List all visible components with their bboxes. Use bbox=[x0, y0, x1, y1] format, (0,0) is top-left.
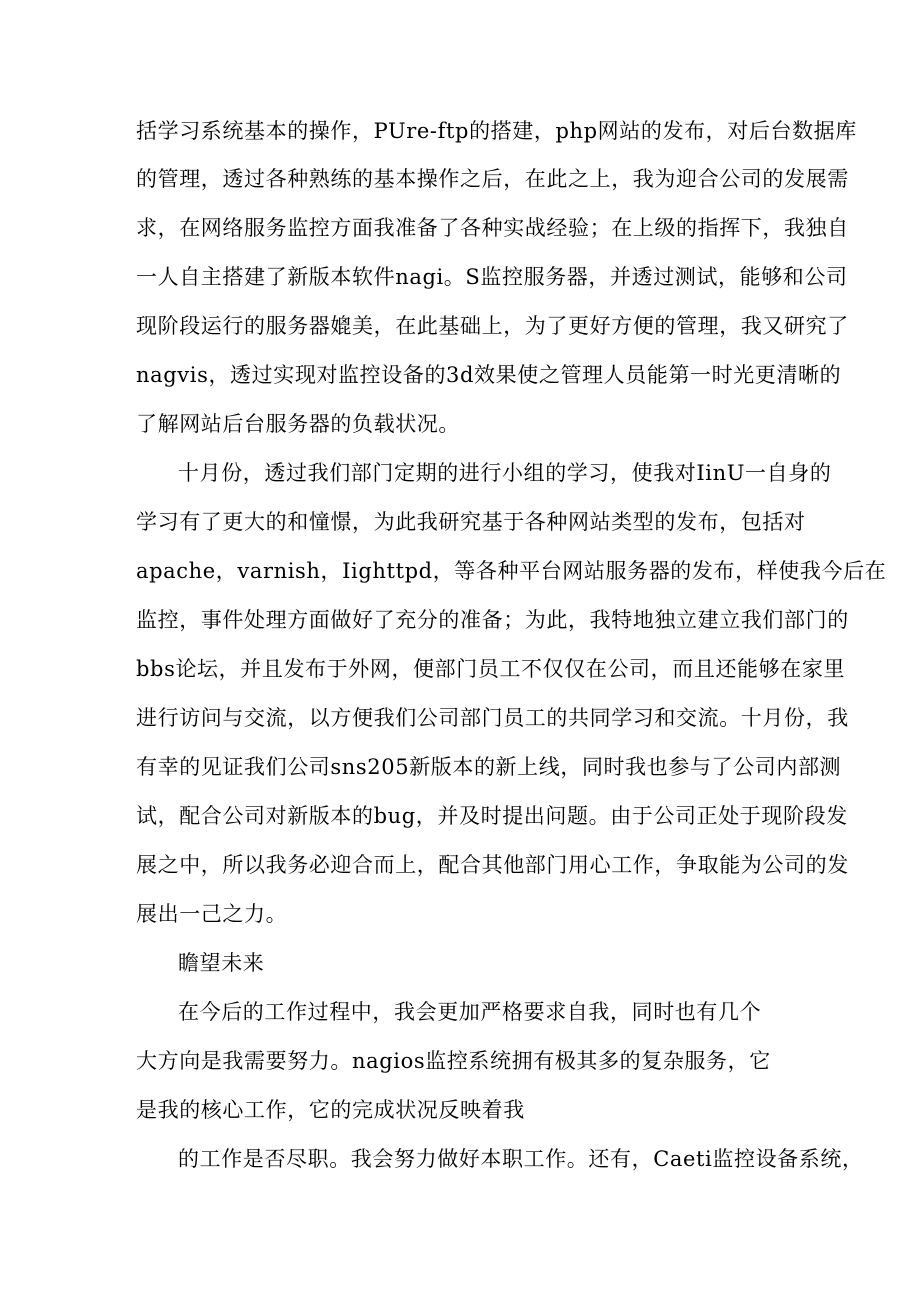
text-line: 是我的核心工作，它的完成状况反映着我 bbox=[136, 1098, 525, 1122]
text-line: 学习有了更大的和憧憬，为此我研究基于各种网站类型的发布，包括对 bbox=[136, 510, 806, 534]
text-line: apache，varnish，Iighttpd，等各种平台网站服务器的发布，样使我今后在 bbox=[136, 559, 887, 583]
text-line: 十月份，透过我们部门定期的进行小组的学习，使我对IinU一自身的 bbox=[178, 461, 832, 485]
text-line: 求，在网络服务监控方面我准备了各种实战经验；在上级的指挥下，我独自 bbox=[136, 216, 849, 240]
text-line: bbs论坛，并且发布于外网，便部门员工不仅仅在公司，而且还能够在家里 bbox=[136, 657, 846, 681]
text-line: 大方向是我需要努力。nagios监控系统拥有极其多的复杂服务，它 bbox=[136, 1049, 771, 1073]
text-line: 展之中，所以我务必迎合而上，配合其他部门用心工作，争取能为公司的发 bbox=[136, 853, 849, 877]
text-line: 在今后的工作过程中，我会更加严格要求自我，同时也有几个 bbox=[178, 1000, 762, 1024]
text-line: 一人自主搭建了新版本软件nagi。S监控服务器，并透过测试，能够和公司 bbox=[136, 265, 848, 289]
text-line: 现阶段运行的服务器媲美，在此基础上，为了更好方便的管理，我又研究了 bbox=[136, 314, 849, 338]
section-heading: 瞻望未来 bbox=[178, 951, 265, 975]
text-line: 的管理，透过各种熟练的基本操作之后，在此之上，我为迎合公司的发展需 bbox=[136, 167, 849, 191]
text-line: nagvis，透过实现对监控设备的3d效果使之管理人员能第一时光更清晰的 bbox=[136, 363, 842, 387]
text-line: 有幸的见证我们公司sns205新版本的新上线，同时我也参与了公司内部测 bbox=[136, 755, 842, 779]
text-line: 进行访问与交流，以方便我们公司部门员工的共同学习和交流。十月份，我 bbox=[136, 706, 849, 730]
text-line: 展出一己之力。 bbox=[136, 902, 288, 926]
text-line: 括学习系统基本的操作，PUre-ftp的搭建，php网站的发布，对后台数据库 bbox=[136, 119, 857, 143]
text-line: 试，配合公司对新版本的bug，并及时提出问题。由于公司正处于现阶段发 bbox=[136, 804, 848, 828]
text-line: 了解网站后台服务器的负载状况。 bbox=[136, 412, 460, 436]
text-line: 监控，事件处理方面做好了充分的准备；为此，我特地独立建立我们部门的 bbox=[136, 608, 849, 632]
text-line: 的工作是否尽职。我会努力做好本职工作。还有，Caeti监控设备系统， bbox=[178, 1147, 864, 1171]
